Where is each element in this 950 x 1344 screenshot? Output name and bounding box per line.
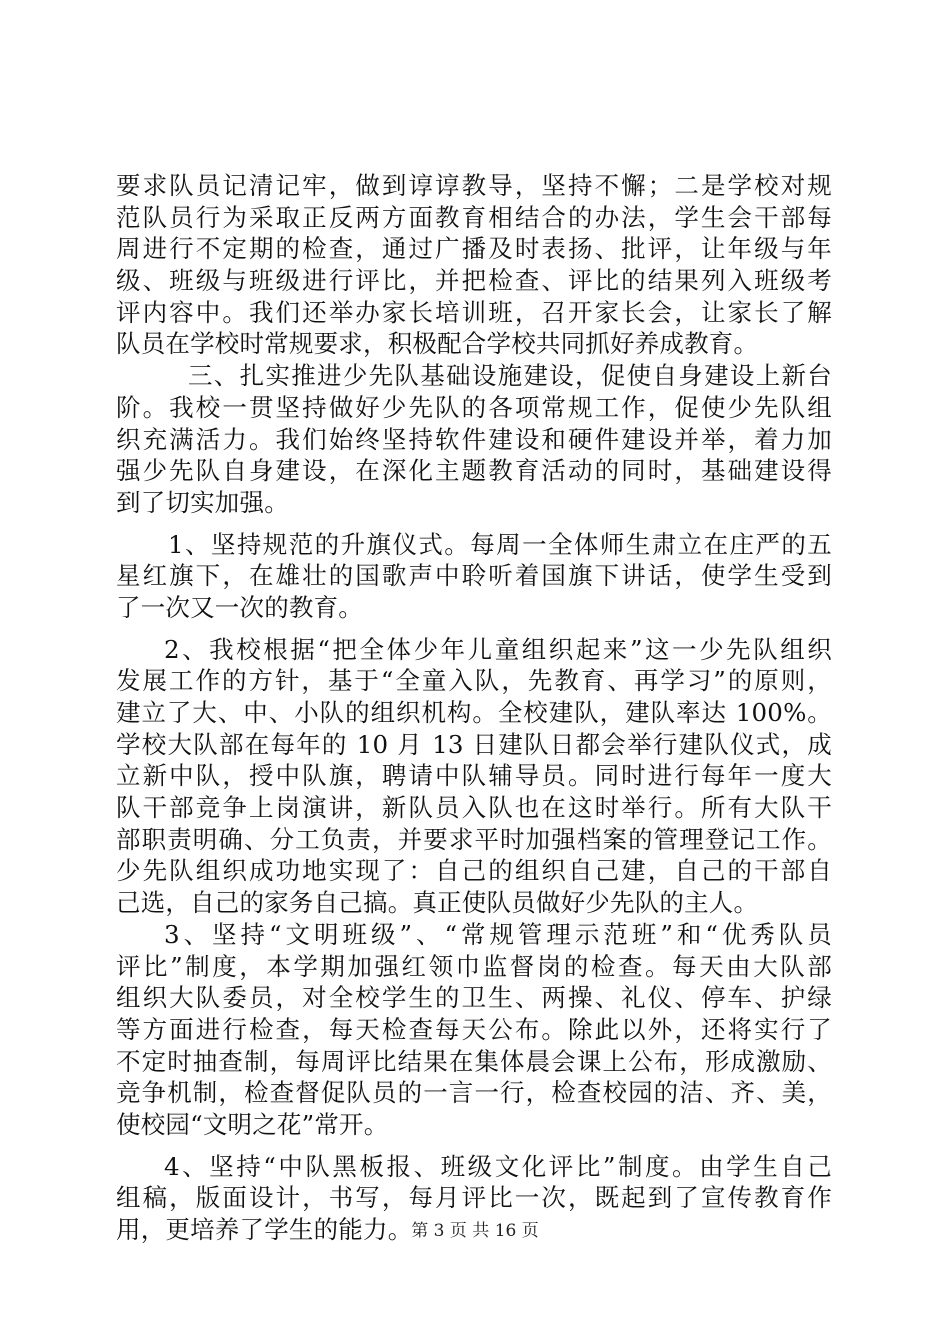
text-line: 强少先队自身建设，在深化主题教育活动的同时，基础建设得 [116,456,832,486]
text-line: 队干部竞争上岗演讲，新队员入队也在这时举行。所有大队干 [116,793,832,823]
list-item-line: 1、坚持规范的升旗仪式。每周一全体师生肃立在庄严的五 [168,529,832,559]
text-line: 织充满活力。我们始终坚持软件建设和硬件建设并举，着力加 [116,424,832,454]
paragraph-item-3 [116,919,832,1141]
document-body [116,170,832,1246]
text-line: 评内容中。我们还举办家长培训班，召开家长会，让家长了解 [116,297,832,327]
paragraph-section-three [116,360,832,518]
text-line: 竞争机制，检查督促队员的一言一行，检查校园的洁、齐、美， [116,1078,832,1108]
text-line: 组织大队委员，对全校学生的卫生、两操、礼仪、停车、护绿 [116,983,832,1013]
list-item-line: 3、坚持“文明班级”、“常规管理示范班”和“优秀队员 [164,919,832,949]
text-line: 周进行不定期的检查，通过广播及时表扬、批评，让年级与年 [116,234,832,264]
text-line: 评比”制度，本学期加强红领巾监督岗的检查。每天由大队部 [116,951,832,981]
text-line: 立新中队，授中队旗，聘请中队辅导员。同时进行每年一度大 [116,761,832,791]
text-line: 学校大队部在每年的 10 月 13 日建队日都会举行建队仪式，成 [116,729,832,759]
paragraph-continuation [116,170,832,360]
text-line: 级、班级与班级进行评比，并把检查、评比的结果列入班级考 [116,266,832,296]
paragraph-item-1 [116,529,832,624]
text-line: 不定时抽查制，每周评比结果在集体晨会课上公布，形成激励、 [116,1046,832,1076]
text-line: 部职责明确、分工负责，并要求平时加强档案的管理登记工作。 [116,824,832,854]
text-line: 到了切实加强。 [116,487,289,517]
text-line: 建立了大、中、小队的组织机构。全校建队，建队率达 100%。 [116,698,832,727]
text-line: 范队员行为采取正反两方面教育相结合的办法，学生会干部每 [116,202,832,232]
text-line: 要求队员记清记牢，做到谆谆教导，坚持不懈；二是学校对规 [116,171,832,200]
text-line: 己选，自己的家务自己搞。真正使队员做好少先队的主人。 [116,888,759,918]
section-heading-line: 三、扎实推进少先队基础设施建设，促使自身建设上新台 [188,361,832,391]
text-line: 发展工作的方针，基于“全童入队，先教育、再学习”的原则， [116,666,832,696]
text-line: 了一次又一次的教育。 [116,592,363,622]
list-item-line: 2、我校根据“把全体少年儿童组织起来”这一少先队组织 [164,634,832,664]
text-line: 少先队组织成功地实现了：自己的组织自己建，自己的干部自 [116,856,832,886]
text-line: 星红旗下，在雄壮的国歌声中聆听着国旗下讲话，使学生受到 [116,561,832,591]
list-item-line: 4、坚持“中队黑板报、班级文化评比”制度。由学生自己 [164,1151,832,1181]
page-footer: 第 3 页 共 16 页 [411,1221,539,1241]
paragraph-item-2 [116,634,832,919]
text-line: 阶。我校一贯坚持做好少先队的各项常规工作，促使少先队组 [116,392,832,422]
text-line: 队员在学校时常规要求，积极配合学校共同抓好养成教育。 [116,329,759,359]
text-line: 组稿，版面设计，书写，每月评比一次，既起到了宣传教育作 [116,1183,832,1213]
text-line: 用，更培养了学生的能力。 [116,1215,413,1244]
text-line: 使校园“文明之花”常开。 [116,1109,389,1139]
text-line: 等方面进行检查，每天检查每天公布。除此以外，还将实行了 [116,1014,832,1044]
